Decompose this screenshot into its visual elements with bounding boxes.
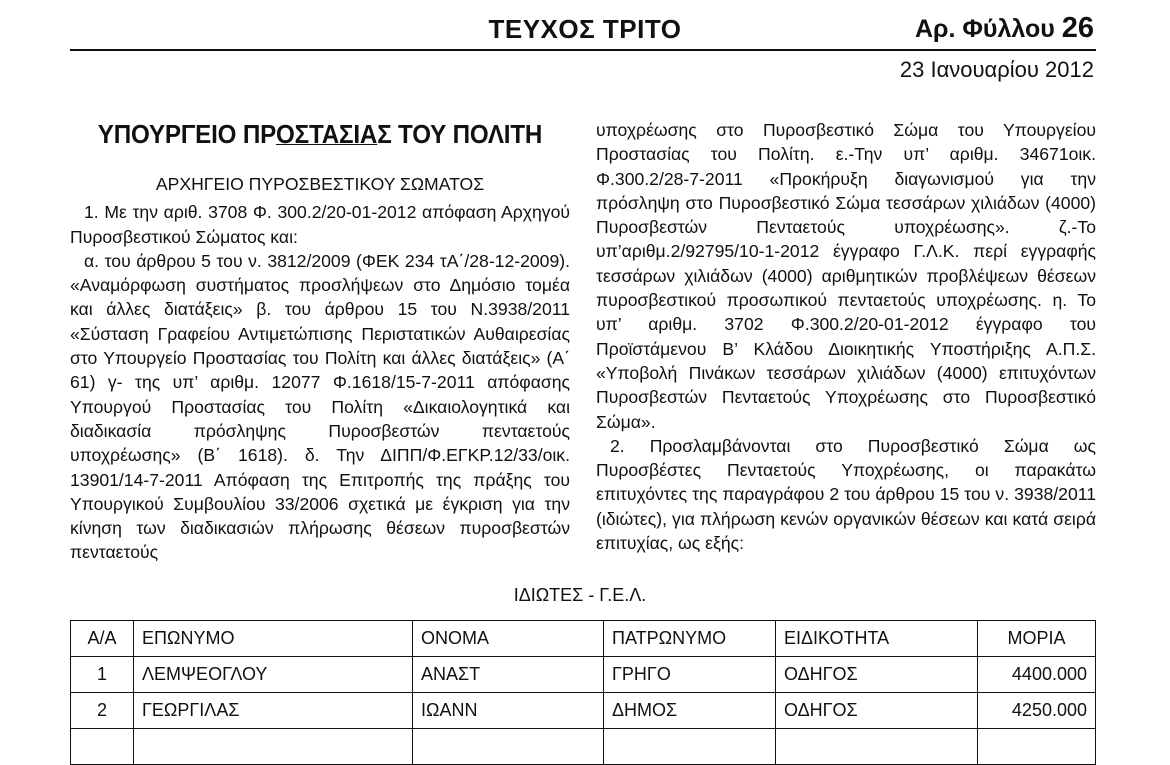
cell-surname <box>134 729 413 765</box>
header-specialty: ΕΙΔΙΚΟΤΗΤΑ <box>776 621 978 657</box>
paragraph-hiring: 2. Προσλαμβάνονται στο Πυροσβεστικό Σώμα ως Πυροσβέστες Πενταετούς Υποχρέωσης, οι παρακάτω επιτυχόντες της παραγράφου 2 του άρθρου 15 του ν. 3938/2011 (ιδιώτες), για πλήρωση κενών οργανικών θέσεων και κατά σειρά επιτυχίας, ως εξής: <box>596 435 1096 554</box>
issue-title: ΤΕΥΧΟΣ ΤΡΙΤΟ <box>488 14 682 44</box>
issue-date: 23 Ιανουαρίου 2012 <box>899 57 1094 82</box>
header-surname: ΕΠΩΝΥΜΟ <box>134 621 413 657</box>
paragraph-legal-basis: α. του άρθρου 5 του ν. 3812/2009 (ΦΕΚ 234 τΑ΄/28-12-2009). «Αναμόρφωση συστήματος προσλήψεων στο Δημόσιο τομέα και άλλες διατάξεις» β. του άρθρου 15 του Ν.3938/2011 «Σύσταση Γραφείου Αντιμετώπισης Περιστατικών Αυθαιρεσίας στο Υπουργείο Προστασίας του Πολίτη και άλλες διατάξεις» (Α΄ 61) γ- της υπ’ αριθμ. 12077 Φ.1618/15-7-2011 απόφασης Υπουργού Προστασίας του Πολίτη «Δικαιολογητικά και διαδικασία πρόσληψης Πυροσβεστών πενταετούς υποχρέωσης» (Β΄ 1618). δ. Την ΔΙΠΠ/Φ.ΕΓΚΡ.12/33/οικ. 13901/14-7-2011 Απόφαση της Επιτροπής της πράξης του Υπουργικού Συμβουλίου 33/2006 σχετικά με έγκριση για την κίνηση των διαδικασιών πλήρωσης θέσεων πυροσβεστών πενταετούς <box>70 250 570 563</box>
cell-specialty: ΟΔΗΓΟΣ <box>776 693 978 729</box>
header-father: ΠΑΤΡΩΝΥΜΟ <box>604 621 776 657</box>
results-table <box>70 620 1096 765</box>
sheet-number <box>915 12 1094 45</box>
cell-specialty <box>776 729 978 765</box>
header-points: ΜΟΡΙΑ <box>978 621 1096 657</box>
sheet-label: Αρ. Φύλλου <box>914 15 1055 43</box>
paragraph-legal-basis-continued: υποχρέωσης στο Πυροσβεστικό Σώμα του Υπουργείου Προστασίας του Πολίτη. ε.-Την υπ’ αριθμ. 34671οικ. Φ.300.2/28-7-2011 «Προκήρυξη διαγωνισμού για την πρόσληψη στο Πυροσβεστικό Σώμα τεσσάρων χιλιάδων (4000) Πυροσβεστών Πενταετούς υποχρέωσης». ζ.-Το υπ’αριθμ.2/92795/10-1-2012 έγγραφο Γ.Λ.Κ. περί εγγραφής τεσσάρων χιλιάδων (4000) αριθμητικών προβλέψεων θέσεων πυροσβεστικού προσωπικού πενταετούς υποχρέωσης. η. Το υπ’ αριθμ. 3702 Φ.300.2/20-01-2012 έγγραφο του Προϊστάμενου Β’ Κλάδου Διοικητικής Υποστήριξης Α.Π.Σ. «Υποβολή Πινάκων τεσσάρων χιλιάδων (4000) επιτυχόντων Πυροσβεστών Πενταετούς Υποχρέωσης στο Πυροσβεστικό Σώμα». <box>596 120 1096 432</box>
cell-aa: 1 <box>71 657 134 693</box>
header-name: ΟΝΟΜΑ <box>413 621 604 657</box>
header-aa: Α/Α <box>71 621 134 657</box>
cell-father: ΓΡΗΓΟ <box>604 657 776 693</box>
ministry-title-underlined: ΟΣΤΑΣΙΑ <box>276 119 378 149</box>
cell-specialty: ΟΔΗΓΟΣ <box>776 657 978 693</box>
table-row <box>71 729 1096 765</box>
table-title: ΙΔΙΩΤΕΣ - Γ.Ε.Λ. <box>513 585 647 605</box>
ministry-title-part1: ΥΠΟΥΡΓΕΙΟ ΠΡ <box>97 119 277 149</box>
cell-father <box>604 729 776 765</box>
cell-points <box>978 729 1096 765</box>
cell-surname: ΛΕΜΨΕΟΓΛΟΥ <box>134 657 413 693</box>
cell-surname: ΓΕΩΡΓΙΛΑΣ <box>134 693 413 729</box>
table-row <box>71 693 1096 729</box>
cell-aa <box>71 729 134 765</box>
table-header-row <box>71 621 1096 657</box>
cell-name: ΙΩΑΝΝ <box>413 693 604 729</box>
sheet-number-value: 26 <box>1061 12 1094 44</box>
table-row <box>71 657 1096 693</box>
cell-points: 4250.000 <box>978 693 1096 729</box>
cell-aa: 2 <box>71 693 134 729</box>
left-column <box>70 118 570 565</box>
cell-name: ΑΝΑΣΤ <box>413 657 604 693</box>
header-divider <box>70 49 1096 51</box>
department-heading: ΑΡΧΗΓΕΙΟ ΠΥΡΟΣΒΕΣΤΙΚΟΥ ΣΩΜΑΤΟΣ <box>155 174 485 194</box>
ministry-title-part2: Σ ΤΟΥ ΠΟΛΙΤΗ <box>377 119 543 149</box>
ministry-title <box>88 118 553 150</box>
cell-points: 4400.000 <box>978 657 1096 693</box>
cell-father: ΔΗΜΟΣ <box>604 693 776 729</box>
cell-name <box>413 729 604 765</box>
paragraph-decision: 1. Με την αριθ. 3708 Φ. 300.2/20-01-2012 απόφαση Αρχηγού Πυροσβεστικού Σώματος και: <box>70 202 570 247</box>
right-column <box>596 118 1096 555</box>
